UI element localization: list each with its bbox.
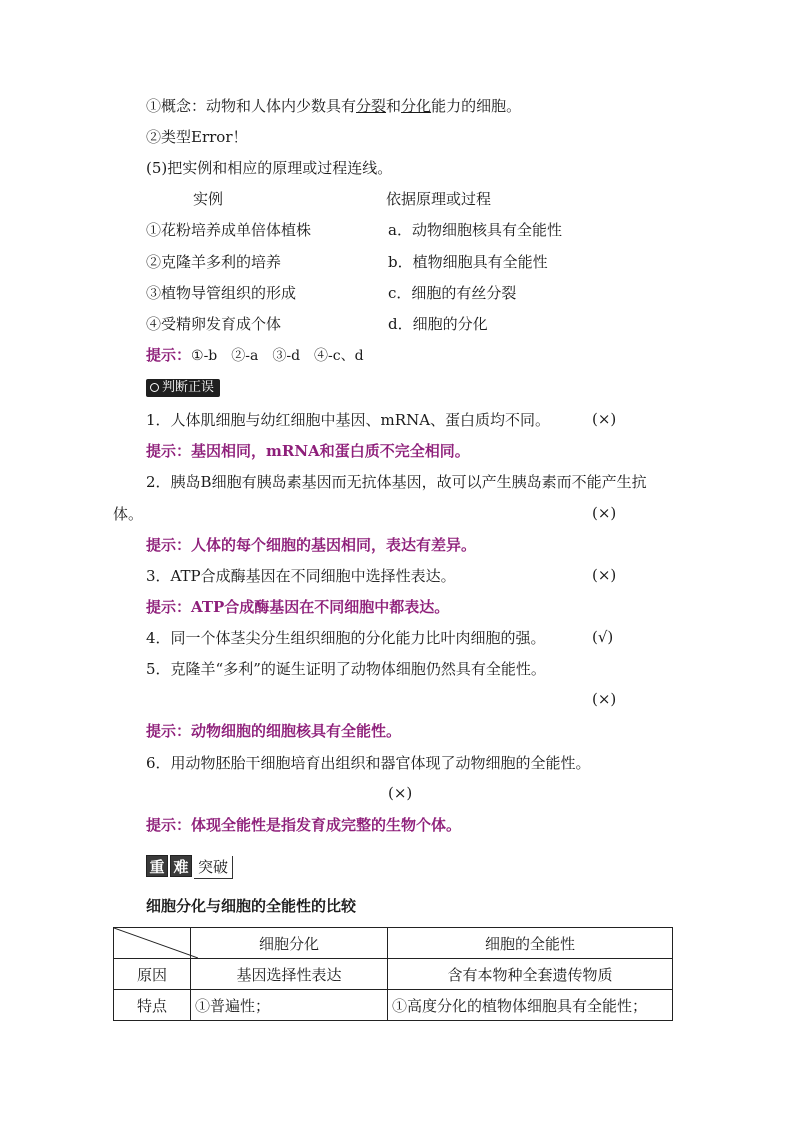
hint-text: ①-b ②-a ③-d ④-c、d bbox=[191, 348, 364, 364]
comparison-table bbox=[113, 927, 673, 1021]
section-char-2: 难 bbox=[170, 855, 192, 877]
match-right-header: 依据原理或过程 bbox=[386, 190, 492, 208]
item-4: 4．同一个体茎尖分生组织细胞的分化能力比叶肉细胞的强。 bbox=[146, 629, 546, 647]
hint-label: 提示： bbox=[146, 442, 192, 460]
section-char-1: 重 bbox=[146, 855, 168, 877]
match-right-4: d．细胞的分化 bbox=[388, 315, 488, 333]
hint-label: 提示： bbox=[146, 816, 192, 834]
hint-2 bbox=[146, 535, 476, 555]
match-hint bbox=[146, 345, 364, 366]
table-cell: 基因选择性表达 bbox=[191, 959, 388, 990]
hint-text: 人体的每个细胞的基因相同，表达有差异。 bbox=[191, 536, 477, 554]
hint-5 bbox=[146, 721, 401, 741]
match-right-1: a．动物细胞核具有全能性 bbox=[388, 221, 562, 239]
hint-label: 提示： bbox=[146, 536, 192, 554]
table-row bbox=[114, 959, 673, 990]
hint-text: 基因相同，mRNA和蛋白质不完全相同。 bbox=[191, 442, 470, 460]
hint-3 bbox=[146, 597, 449, 617]
concept-suffix: 能力的细胞。 bbox=[431, 97, 522, 115]
table-row-label: 原因 bbox=[114, 959, 191, 990]
match-left-3: ③植物导管组织的形成 bbox=[146, 284, 297, 302]
match-right-2: b．植物细胞具有全能性 bbox=[388, 253, 548, 271]
table-corner-cell bbox=[114, 928, 191, 959]
match-left-4: ④受精卵发育成个体 bbox=[146, 315, 282, 333]
table-cell: ①高度分化的植物体细胞具有全能性； bbox=[388, 990, 673, 1021]
judge-tag-label: 判断正误 bbox=[162, 380, 215, 395]
item-1-mark: (×) bbox=[592, 410, 617, 428]
hint-6 bbox=[146, 815, 461, 835]
judge-tag bbox=[146, 379, 220, 397]
table-title: 细胞分化与细胞的全能性的比较 bbox=[146, 897, 357, 915]
circle-icon bbox=[150, 383, 159, 392]
table-cell: ①普遍性； bbox=[191, 990, 388, 1021]
item-5: 5．克隆羊“多利”的诞生证明了动物体细胞仍然具有全能性。 bbox=[146, 660, 546, 678]
concept-underline-differentiation: 分化 bbox=[401, 97, 432, 115]
concept-mid: 和 bbox=[386, 97, 402, 115]
item-4-mark: (√) bbox=[592, 628, 614, 646]
table-header-cell: 细胞分化 bbox=[191, 928, 388, 959]
item-2-line-2: 体。 bbox=[113, 505, 144, 523]
hint-label: 提示： bbox=[146, 346, 192, 364]
hint-1 bbox=[146, 441, 470, 461]
item-3: 3．ATP合成酶基因在不同细胞中选择性表达。 bbox=[146, 567, 456, 585]
concept-prefix: ①概念：动物和人体内少数具有 bbox=[146, 97, 357, 115]
hint-text: ATP合成酶基因在不同细胞中都表达。 bbox=[191, 598, 450, 616]
match-right-3: c．细胞的有丝分裂 bbox=[388, 284, 517, 302]
hint-label: 提示： bbox=[146, 722, 192, 740]
table-row bbox=[114, 990, 673, 1021]
item-5-mark: (×) bbox=[592, 690, 617, 708]
item-2-mark: (×) bbox=[592, 504, 617, 522]
concept-underline-division: 分裂 bbox=[356, 97, 387, 115]
diagonal-line bbox=[114, 928, 198, 958]
table-row-label: 特点 bbox=[114, 990, 191, 1021]
item-2-line-1: 2．胰岛B细胞有胰岛素基因而无抗体基因，故可以产生胰岛素而不能产生抗 bbox=[146, 473, 647, 491]
match-left-1: ①花粉培养成单倍体植株 bbox=[146, 221, 312, 239]
question-5: (5)把实例和相应的原理或过程连线。 bbox=[146, 159, 393, 177]
hint-label: 提示： bbox=[146, 598, 192, 616]
table-cell: 含有本物种全套遗传物质 bbox=[388, 959, 673, 990]
item-1: 1．人体肌细胞与幼红细胞中基因、mRNA、蛋白质均不同。 bbox=[146, 411, 551, 429]
type-line: ②类型Error！ bbox=[146, 128, 248, 146]
concept-line bbox=[146, 96, 521, 116]
table-header-row bbox=[114, 928, 673, 959]
hint-text: 动物细胞的细胞核具有全能性。 bbox=[191, 722, 402, 740]
item-6: 6．用动物胚胎干细胞培育出组织和器官体现了动物细胞的全能性。 bbox=[146, 754, 591, 772]
section-rest: 突破 bbox=[194, 856, 233, 879]
item-6-mark: (×) bbox=[388, 784, 413, 802]
table-header-cell: 细胞的全能性 bbox=[388, 928, 673, 959]
hint-text: 体现全能性是指发育成完整的生物个体。 bbox=[191, 816, 462, 834]
match-left-2: ②克隆羊多利的培养 bbox=[146, 253, 282, 271]
match-left-header: 实例 bbox=[193, 190, 224, 208]
section-header bbox=[146, 855, 233, 879]
item-3-mark: (×) bbox=[592, 566, 617, 584]
